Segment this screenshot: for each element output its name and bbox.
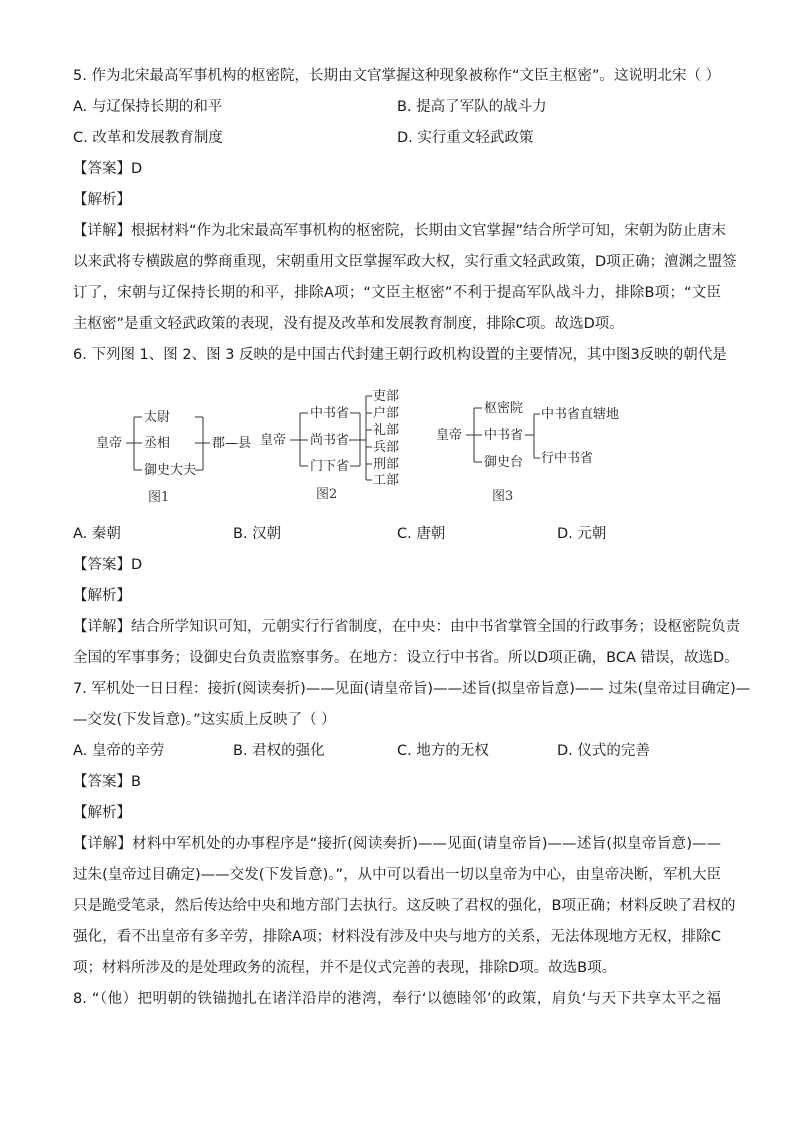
- q7-analysis-label: 【解析】: [73, 805, 131, 821]
- q7-detail-line: 项；材料所涉及的是处理政务的流程，并不是仪式完善的表现，排除D项。故选B项。: [73, 960, 617, 976]
- q6-detail-line: 全国的军事事务；设御史台负责监察事务。在地方：设立行中书省。所以D项正确，BCA 错误，故选D。: [73, 650, 739, 666]
- q7-detail-line: 过朱(皇帝过目确定)——交发(下发旨意)。”，从中可以看出一切以皇帝为中心，由皇帝决断，军机大臣: [73, 867, 721, 883]
- q6-option-a: A. 秦朝: [73, 526, 121, 542]
- fig3-node: 御史台: [484, 455, 524, 470]
- q5-analysis-label: 【解析】: [73, 192, 131, 208]
- q7-option-a: A. 皇帝的辛劳: [73, 743, 165, 759]
- fig3-branch: 中书省直辖地: [541, 407, 620, 422]
- fig2-emperor: 皇帝: [260, 433, 287, 448]
- q6-option-d: D. 元朝: [557, 526, 607, 542]
- q7-stem: 7. 军机处一日日程：接折(阅读奏折)——见面(请皇帝旨)——述旨(拟皇帝旨意)—— 过朱(皇帝过目确定)—: [73, 681, 751, 697]
- fig3-branch: 行中书省: [541, 451, 594, 466]
- fig1-node: 丞相: [144, 436, 171, 451]
- figure-1: [96, 409, 251, 505]
- fig2-node: 中书省: [310, 406, 350, 421]
- q5-stem: 5. 作为北宋最高军事机构的枢密院，长期由文官掌握这种现象被称作“文臣主枢密”。这说明北宋（ ）: [73, 68, 721, 84]
- q5-detail-line: 订了，宋朝与辽保持长期的和平，排除A项；“文臣主枢密”不利于提高军队战斗力，排除B项；“文臣: [73, 285, 721, 301]
- q5-detail-line: 以来武将专横跋扈的弊商重现，宋朝重用文臣掌握军政大权，实行重文轻武政策，D项正确；澶渊之盟签: [73, 254, 737, 270]
- q6-option-b: B. 汉朝: [233, 526, 282, 542]
- fig2-node: 门下省: [310, 459, 350, 474]
- q7-stem: —交发(下发旨意)。”这实质上反映了（ ）: [73, 712, 336, 728]
- fig2-caption: 图2: [316, 487, 338, 502]
- fig1-local: 郡—县: [212, 436, 252, 451]
- figure-2: [260, 388, 399, 502]
- fig2-ministry: 礼部: [373, 423, 400, 438]
- q5-answer: 【答案】D: [73, 161, 143, 177]
- q6-stem: 6. 下列图 1、图 2、图 3 反映的是中国古代封建王朝行政机构设置的主要情况，其中图3反映的朝代是: [73, 347, 727, 363]
- q7-detail-line: 【详解】材料中军机处的办事程序是“接折(阅读奏折)——见面(请皇帝旨)——述旨(拟皇帝旨意)——: [73, 836, 721, 852]
- fig2-ministry: 工部: [373, 473, 400, 488]
- q8-stem: 8. “（他）把明朝的铁锚抛扎在诸洋沿岸的港湾，奉行‘以德睦邻’的政策，肩负‘与天下共享太平之福: [73, 991, 721, 1007]
- figure-3: [436, 400, 619, 504]
- fig3-node: 中书省: [484, 428, 524, 443]
- q5-option-a: A. 与辽保持长期的和平: [73, 99, 223, 115]
- q5-detail-line: 【详解】根据材料“作为北宋最高军事机构的枢密院，长期由文官掌握”结合所学可知，宋朝为防止唐末: [73, 223, 727, 239]
- q6-figure: [90, 384, 650, 509]
- q5-option-b: B. 提高了军队的战斗力: [397, 99, 547, 115]
- q7-answer: 【答案】B: [73, 774, 141, 790]
- fig1-caption: 图1: [148, 490, 170, 505]
- fig1-emperor: 皇帝: [96, 436, 123, 451]
- q6-option-c: C. 唐朝: [397, 526, 446, 542]
- q6-analysis-label: 【解析】: [73, 588, 131, 604]
- q7-detail-line: 只是跪受笔录，然后传达给中央和地方部门去执行。这反映了君权的强化，B项正确；材料反映了君权的: [73, 898, 736, 914]
- q7-option-c: C. 地方的无权: [397, 743, 489, 759]
- q6-detail-line: 【详解】结合所学知识可知，元朝实行行省制度，在中央：由中书省掌管全国的行政事务；设枢密院负责: [73, 619, 740, 635]
- q5-detail-line: 主枢密”是重文轻武政策的表现，没有提及改革和发展教育制度，排除C项。故选D项。: [73, 316, 624, 332]
- fig2-ministry: 吏部: [373, 389, 400, 404]
- fig2-ministry: 户部: [373, 406, 400, 421]
- q6-answer: 【答案】D: [73, 557, 143, 573]
- fig3-caption: 图3: [492, 489, 514, 504]
- fig2-node: 尚书省: [310, 433, 350, 448]
- q7-option-d: D. 仪式的完善: [557, 743, 650, 759]
- q5-option-c: C. 改革和发展教育制度: [73, 130, 223, 146]
- fig1-node: 太尉: [144, 410, 171, 425]
- fig1-node: 御史大夫: [144, 463, 197, 478]
- q7-option-b: B. 君权的强化: [233, 743, 325, 759]
- fig2-ministry: 兵部: [373, 440, 400, 455]
- fig3-emperor: 皇帝: [436, 428, 463, 443]
- fig2-ministry: 刑部: [373, 457, 400, 472]
- q7-detail-line: 强化，看不出皇帝有多辛劳，排除A项；材料没有涉及中央与地方的关系，无法体现地方无权，排除C: [73, 929, 721, 945]
- fig3-node: 枢密院: [484, 401, 524, 416]
- q5-option-d: D. 实行重文轻武政策: [397, 130, 534, 146]
